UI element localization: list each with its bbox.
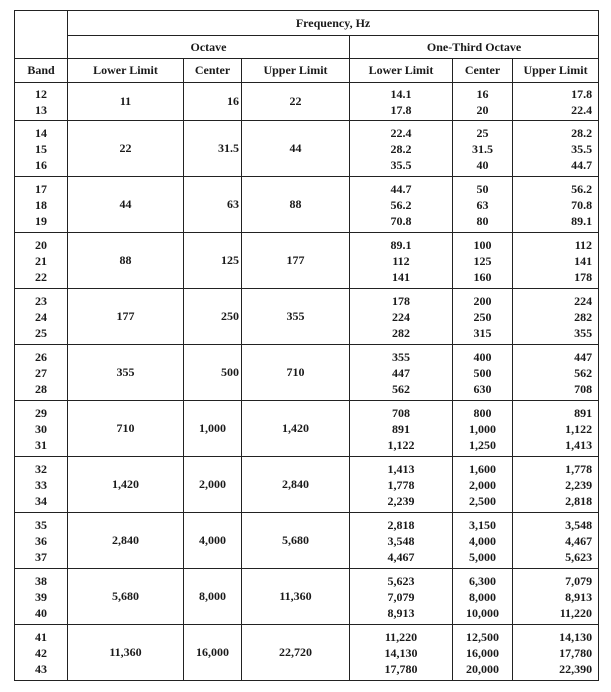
octave-lower-limit: 88: [68, 233, 184, 289]
third-center-value: 10,000: [466, 605, 499, 620]
third-center-cell: [453, 345, 513, 401]
third-upper-limit-value: 891: [574, 405, 593, 420]
octave-upper-limit: 1,420: [242, 401, 350, 457]
third-lower-limit-value: 3,548: [387, 533, 415, 548]
third-lower-limit-cell: [350, 569, 453, 625]
third-center-value: 3,150: [469, 517, 496, 532]
third-upper-limit-value: 35.5: [571, 141, 593, 156]
third-lower-limit-value: 355: [392, 349, 410, 364]
third-lower-limit-value: 70.8: [390, 213, 412, 228]
third-center-value: 1,600: [469, 461, 496, 476]
third-lower-limit-value: 224: [392, 309, 410, 324]
third-upper-limit-value: 3,548: [565, 517, 593, 532]
octave-lower-limit: 5,680: [68, 569, 184, 625]
third-upper-limit-value: 8,913: [565, 589, 593, 604]
band-number-value: 36: [35, 533, 47, 548]
band-number-cell: [15, 289, 68, 345]
third-center-value: 6,300: [469, 573, 496, 588]
third-center-value: 500: [473, 365, 492, 380]
third-lower-limit-value: 44.7: [390, 181, 412, 196]
third-lower-limit-cell: [350, 513, 453, 569]
third-upper-limit-value: 44.7: [571, 157, 593, 172]
band-number-value: 29: [35, 405, 47, 420]
third-lower-limit-value: 17.8: [390, 102, 412, 117]
band-number-cell: [15, 83, 68, 121]
third-lower-limit-value: 28.2: [390, 141, 412, 156]
third-lower-limit-value: 141: [392, 269, 410, 284]
third-lower-limit-value: 4,467: [387, 549, 415, 564]
third-lower-limit-value: 5,623: [387, 573, 415, 588]
octave-center: 500: [184, 345, 242, 401]
octave-center: 2,000: [184, 457, 242, 513]
band-group-row: [15, 83, 599, 121]
third-center-value: 1,250: [469, 437, 496, 452]
third-center-value: 630: [473, 381, 492, 396]
third-lower-limit-value: 1,122: [387, 437, 415, 452]
band-number-value: 33: [35, 477, 47, 492]
octave-center: 31.5: [184, 121, 242, 177]
octave-upper-limit-header: Upper Limit: [242, 59, 350, 83]
band-number-cell: [15, 569, 68, 625]
band-number-cell: [15, 121, 68, 177]
octave-lower-limit-header: Lower Limit: [68, 59, 184, 83]
band-number-value: 30: [35, 421, 47, 436]
band-number-value: 18: [35, 197, 47, 212]
band-group-row: [15, 569, 599, 625]
third-lower-limit-value: 708: [392, 405, 410, 420]
third-lower-limit-cell: [350, 233, 453, 289]
band-number-cell: [15, 177, 68, 233]
third-upper-limit-value: 562: [574, 365, 593, 380]
band-number-value: 23: [35, 293, 47, 308]
third-center-value: 160: [473, 269, 492, 284]
third-upper-limit-cell: [513, 401, 599, 457]
octave-lower-limit: 11: [68, 83, 184, 121]
third-upper-limit-cell: [513, 177, 599, 233]
third-center-cell: [453, 457, 513, 513]
octave-lower-limit: 1,420: [68, 457, 184, 513]
third-center-value: 200: [473, 293, 492, 308]
third-center-cell: [453, 513, 513, 569]
band-number-value: 26: [35, 349, 47, 364]
third-lower-limit-cell: [350, 121, 453, 177]
third-lower-limit-value: 891: [392, 421, 410, 436]
octave-upper-limit: 44: [242, 121, 350, 177]
third-center-value: 8,000: [469, 589, 496, 604]
third-upper-limit-cell: [513, 345, 599, 401]
third-center-value: 63: [476, 197, 489, 212]
octave-lower-limit: 710: [68, 401, 184, 457]
third-upper-limit-value: 447: [574, 349, 593, 364]
third-lower-limit-value: 447: [392, 365, 410, 380]
third-upper-limit-value: 14,130: [559, 629, 593, 644]
octave-upper-limit: 710: [242, 345, 350, 401]
third-center-value: 4,000: [469, 533, 496, 548]
third-upper-limit-value: 1,778: [565, 461, 593, 476]
third-upper-limit-cell: [513, 233, 599, 289]
third-center-cell: [453, 625, 513, 681]
third-upper-limit-value: 708: [574, 381, 593, 396]
octave-upper-limit: 88: [242, 177, 350, 233]
band-number-value: 13: [35, 102, 47, 117]
third-lower-limit-value: 56.2: [390, 197, 412, 212]
band-number-value: 19: [35, 213, 47, 228]
third-lower-limit-value: 1,413: [387, 461, 415, 476]
band-number-value: 27: [35, 365, 47, 380]
third-upper-limit-value: 28.2: [571, 125, 593, 140]
third-center-value: 125: [473, 253, 492, 268]
third-lower-limit-value: 8,913: [387, 605, 415, 620]
band-number-value: 40: [35, 605, 47, 620]
third-lower-limit-cell: [350, 401, 453, 457]
third-lower-limit-cell: [350, 83, 453, 121]
third-center-value: 40: [476, 157, 489, 172]
third-upper-limit-value: 355: [574, 325, 593, 340]
band-number-value: 25: [35, 325, 47, 340]
band-number-cell: [15, 513, 68, 569]
third-center-value: 250: [473, 309, 492, 324]
third-center-cell: [453, 569, 513, 625]
third-lower-limit-value: 1,778: [387, 477, 415, 492]
third-upper-limit-cell: [513, 121, 599, 177]
band-number-value: 24: [35, 309, 47, 324]
third-center-value: 20,000: [466, 661, 499, 676]
band-number-value: 34: [35, 493, 47, 508]
band-number-cell: [15, 457, 68, 513]
third-upper-limit-value: 282: [574, 309, 593, 324]
third-lower-limit-value: 282: [392, 325, 410, 340]
band-number-value: 20: [35, 237, 47, 252]
third-center-cell: [453, 401, 513, 457]
third-center-value: 2,000: [469, 477, 496, 492]
third-lower-limit-value: 178: [392, 293, 410, 308]
third-center-header: Center: [453, 59, 513, 83]
one-third-octave-header: One-Third Octave: [350, 36, 599, 59]
band-number-cell: [15, 233, 68, 289]
third-lower-limit-cell: [350, 345, 453, 401]
third-lower-limit-value: 14,130: [384, 645, 418, 660]
third-center-value: 16: [476, 86, 489, 101]
third-upper-limit-value: 22,390: [559, 661, 593, 676]
third-upper-limit-value: 56.2: [571, 181, 593, 196]
band-group-row: [15, 121, 599, 177]
third-center-cell: [453, 289, 513, 345]
band-number-cell: [15, 345, 68, 401]
octave-upper-limit: 177: [242, 233, 350, 289]
third-lower-limit-cell: [350, 289, 453, 345]
octave-upper-limit: 22,720: [242, 625, 350, 681]
octave-upper-limit: 11,360: [242, 569, 350, 625]
band-number-cell: [15, 401, 68, 457]
band-number-value: 35: [35, 517, 47, 532]
octave-center: 8,000: [184, 569, 242, 625]
octave-lower-limit: 11,360: [68, 625, 184, 681]
third-lower-limit-cell: [350, 457, 453, 513]
third-upper-limit-value: 17.8: [571, 86, 593, 101]
third-center-value: 31.5: [472, 141, 493, 156]
band-group-row: [15, 457, 599, 513]
third-lower-limit-value: 22.4: [390, 125, 412, 140]
third-lower-limit-value: 35.5: [390, 157, 412, 172]
band-number-value: 37: [35, 549, 47, 564]
third-center-value: 20: [476, 102, 489, 117]
band-group-row: [15, 345, 599, 401]
band-group-row: [15, 177, 599, 233]
third-lower-limit-value: 112: [392, 253, 410, 268]
third-upper-limit-value: 17,780: [559, 645, 593, 660]
third-lower-limit-value: 2,818: [387, 517, 415, 532]
band-column-header: Band: [15, 59, 68, 83]
band-group-row: [15, 233, 599, 289]
third-upper-limit-cell: [513, 513, 599, 569]
third-lower-limit-cell: [350, 177, 453, 233]
band-number-value: 39: [35, 589, 47, 604]
third-center-value: 12,500: [466, 629, 499, 644]
third-center-value: 50: [476, 181, 489, 196]
band-group-row: [15, 401, 599, 457]
third-upper-limit-cell: [513, 457, 599, 513]
band-number-value: 31: [35, 437, 47, 452]
third-lower-limit-cell: [350, 625, 453, 681]
third-upper-limit-cell: [513, 625, 599, 681]
band-number-value: 12: [35, 86, 47, 101]
frequency-header: Frequency, Hz: [68, 11, 599, 36]
band-number-value: 32: [35, 461, 47, 476]
third-lower-limit-value: 14.1: [390, 86, 412, 101]
third-upper-limit-value: 11,220: [559, 605, 593, 620]
band-number-value: 28: [35, 381, 47, 396]
octave-center: 1,000: [184, 401, 242, 457]
octave-center: 250: [184, 289, 242, 345]
third-upper-limit-cell: [513, 83, 599, 121]
third-lower-limit-value: 17,780: [384, 661, 418, 676]
octave-lower-limit: 2,840: [68, 513, 184, 569]
octave-center: 16,000: [184, 625, 242, 681]
third-center-value: 2,500: [469, 493, 496, 508]
octave-upper-limit: 5,680: [242, 513, 350, 569]
band-number-value: 38: [35, 573, 47, 588]
third-upper-limit-value: 4,467: [565, 533, 593, 548]
third-lower-limit-value: 2,239: [387, 493, 415, 508]
band-number-value: 41: [35, 629, 47, 644]
third-upper-limit-value: 5,623: [565, 549, 593, 564]
third-upper-limit-value: 178: [574, 269, 593, 284]
octave-center-header: Center: [184, 59, 242, 83]
octave-lower-limit: 44: [68, 177, 184, 233]
third-lower-limit-value: 562: [392, 381, 410, 396]
third-center-value: 800: [473, 405, 492, 420]
band-number-value: 42: [35, 645, 47, 660]
third-upper-limit-value: 2,239: [565, 477, 593, 492]
third-lower-limit-value: 11,220: [384, 629, 418, 644]
third-center-cell: [453, 233, 513, 289]
band-number-value: 17: [35, 181, 47, 196]
octave-upper-limit: 355: [242, 289, 350, 345]
corner-cell: [15, 11, 68, 59]
octave-upper-limit: 2,840: [242, 457, 350, 513]
table-body: [15, 83, 599, 681]
third-center-value: 315: [473, 325, 492, 340]
third-upper-limit-value: 1,413: [565, 437, 593, 452]
third-upper-limit-value: 1,122: [565, 421, 593, 436]
third-lower-limit-value: 7,079: [387, 589, 415, 604]
octave-header: Octave: [68, 36, 350, 59]
octave-lower-limit: 22: [68, 121, 184, 177]
third-upper-limit-value: 89.1: [571, 213, 593, 228]
third-upper-limit-value: 7,079: [565, 573, 593, 588]
third-upper-limit-value: 22.4: [571, 102, 593, 117]
band-number-value: 16: [35, 157, 47, 172]
band-number-value: 21: [35, 253, 47, 268]
third-center-value: 80: [476, 213, 489, 228]
third-upper-limit-value: 112: [574, 237, 593, 252]
band-group-row: [15, 625, 599, 681]
third-upper-limit-value: 141: [574, 253, 593, 268]
octave-center: 4,000: [184, 513, 242, 569]
third-center-value: 5,000: [469, 549, 496, 564]
band-number-cell: [15, 625, 68, 681]
third-lower-limit-value: 89.1: [390, 237, 412, 252]
octave-center: 16: [184, 83, 242, 121]
third-lower-limit-header: Lower Limit: [350, 59, 453, 83]
third-upper-limit-header: Upper Limit: [513, 59, 599, 83]
third-upper-limit-cell: [513, 289, 599, 345]
octave-lower-limit: 355: [68, 345, 184, 401]
third-center-cell: [453, 83, 513, 121]
band-group-row: [15, 513, 599, 569]
band-number-value: 43: [35, 661, 47, 676]
octave-upper-limit: 22: [242, 83, 350, 121]
third-center-value: 100: [473, 237, 492, 252]
third-center-cell: [453, 177, 513, 233]
band-number-value: 14: [35, 125, 47, 140]
octave-lower-limit: 177: [68, 289, 184, 345]
octave-center: 125: [184, 233, 242, 289]
third-center-value: 25: [476, 125, 489, 140]
octave-center: 63: [184, 177, 242, 233]
third-upper-limit-cell: [513, 569, 599, 625]
third-center-value: 1,000: [469, 421, 496, 436]
third-upper-limit-value: 70.8: [571, 197, 593, 212]
frequency-band-table: [14, 10, 599, 681]
band-number-value: 22: [35, 269, 47, 284]
band-group-row: [15, 289, 599, 345]
third-center-value: 400: [473, 349, 492, 364]
third-center-cell: [453, 121, 513, 177]
third-upper-limit-value: 2,818: [565, 493, 593, 508]
third-upper-limit-value: 224: [574, 293, 593, 308]
third-center-value: 16,000: [466, 645, 499, 660]
band-number-value: 15: [35, 141, 47, 156]
